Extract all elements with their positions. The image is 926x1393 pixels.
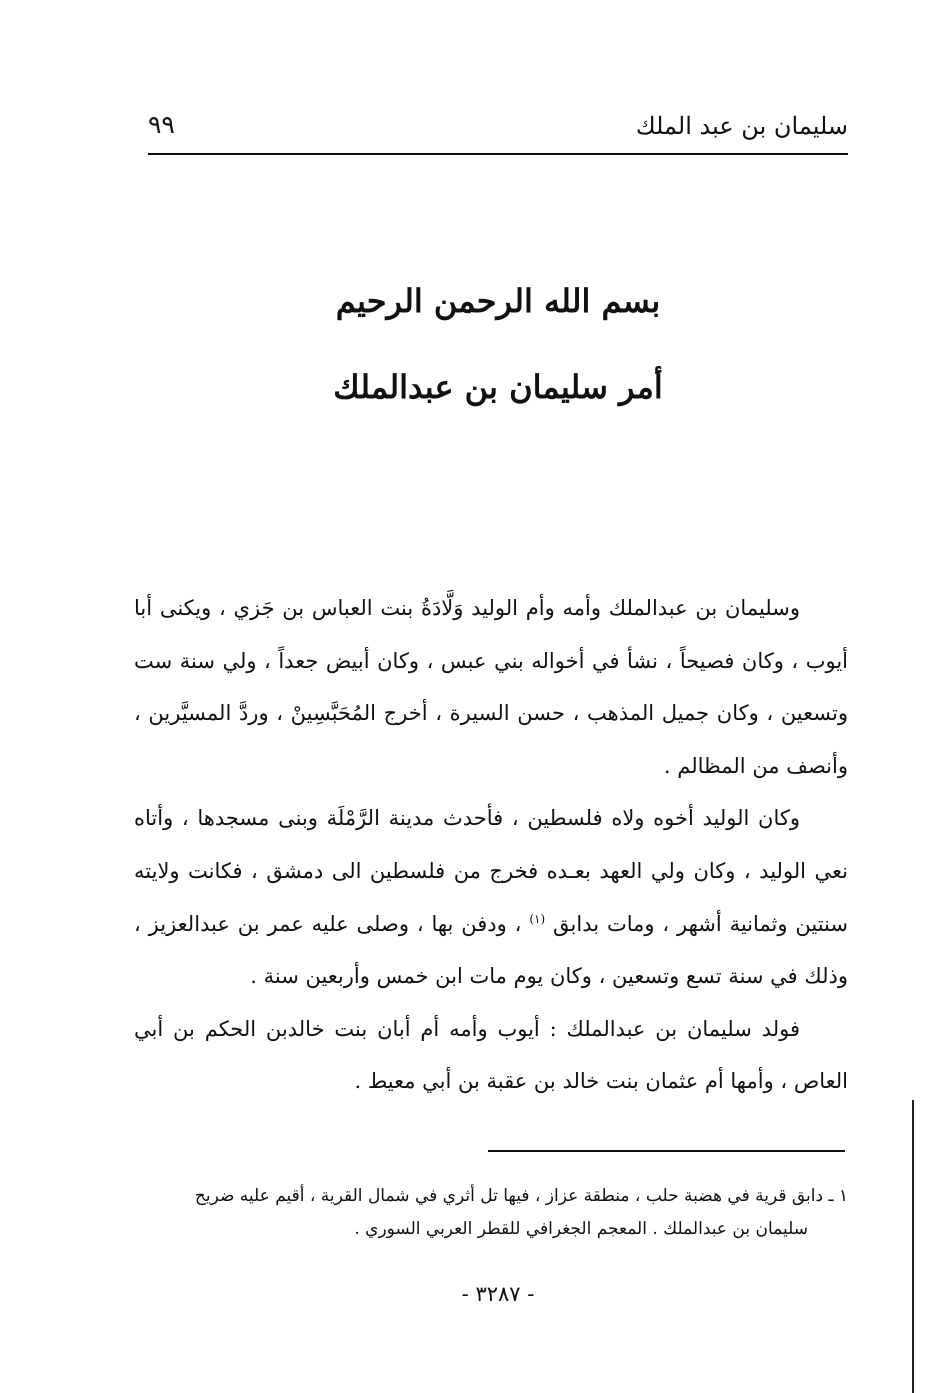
paragraph-2 (134, 792, 848, 1002)
footnote-line-1: ١ ـ دابق قرية في هضبة حلب ، منطقة عزاز ، فيها تل أثري في شمال القرية ، أقيم عليه ضريح (194, 1186, 848, 1206)
footnote-line-2: سليمان بن عبدالملك . المعجم الجغرافي للقطر العربي السوري . (354, 1219, 808, 1239)
footnote (134, 1180, 848, 1246)
running-header (148, 108, 848, 152)
page-number: - ٣٢٨٧ - (461, 1282, 535, 1306)
body-text (134, 582, 848, 1108)
footnote-rule (488, 1150, 845, 1152)
paragraph-3: فولد سليمان بن عبدالملك : أيوب وأمه أم أبان بنت خالدبن الحكم بن أبي العاص ، وأمها أم عثمان بنت خالد بن عقبة بن أبي معيط . (134, 1016, 848, 1094)
folio-number: ٩٩ (148, 110, 175, 139)
basmala-heading: بسم الله الرحمن الرحيم (335, 282, 661, 320)
header-rule (148, 153, 848, 155)
chapter-title: أمر سليمان بن عبدالملك (333, 368, 663, 406)
paragraph-2-part-2: ، ودفن بها ، وصلى عليه عمر بن عبدالعزيز ، وذلك في سنة تسع وتسعين ، وكان يوم مات ابن خمس وأربعين سنة . (134, 911, 848, 989)
footnote-reference: (١) (529, 911, 546, 926)
running-title: سليمان بن عبد الملك (635, 112, 848, 140)
scan-edge-line (912, 1100, 914, 1393)
paragraph-2-part-1: وكان الوليد أخوه ولاه فلسطين ، فأحدث مدينة الرَّمْلَة وبنى مسجدها ، وأتاه نعي الوليد ، وكان ولي العهد بعـده فخرج من فلسطين الى دمشق ، فكانت ولايته سنتين وثمانية أشهر ، ومات بدابق (134, 806, 848, 936)
paragraph-1: وسليمان بن عبدالملك وأمه وأم الوليد وَلَّادَةُ بنت العباس بن جَزي ، ويكنى أبا أيوب ، وكان فصيحاً ، نشأ في أخواله بني عبس ، وكان أبيض جعداً ، ولي سنة ست وتسعين ، وكان جميل المذهب ، حسن السيرة ، أخرج المُحَبَّسِينْ ، وردَّ المسيَّرين ، وأنصف من المظالم . (134, 596, 848, 778)
